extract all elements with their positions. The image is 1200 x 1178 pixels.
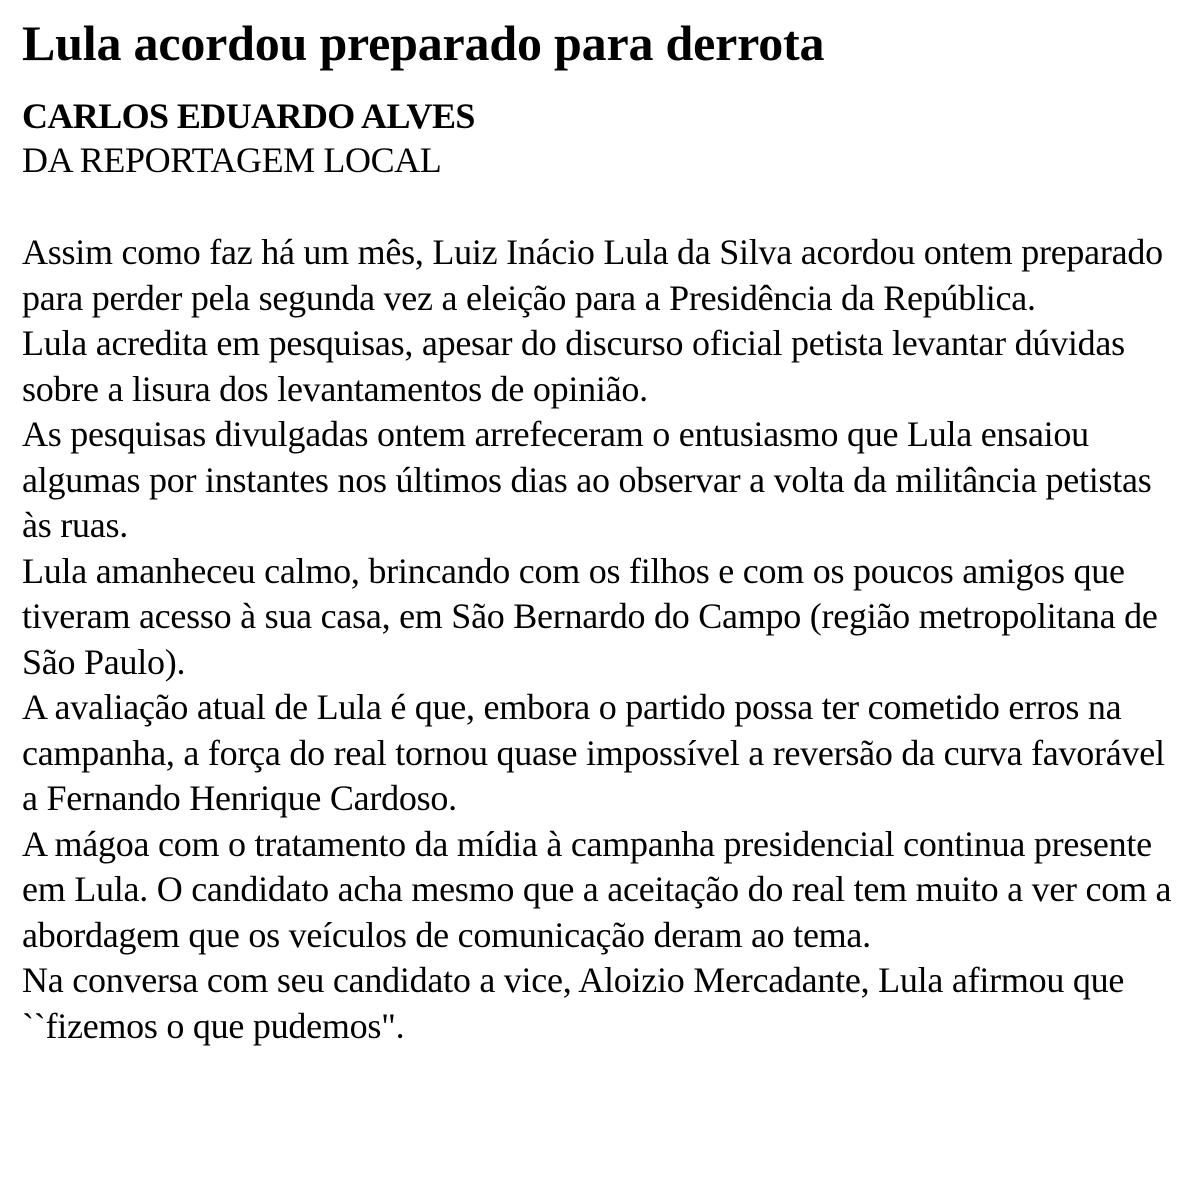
article-paragraph: Na conversa com seu candidato a vice, Aloizio Mercadante, Lula afirmou que ``fizemos o que pudemos". [22,960,1125,1046]
article-paragraph: As pesquisas divulgadas ontem arrefeceram o entusiasmo que Lula ensaiou algumas por instantes nos últimos dias ao observar a volta da militância petistas às ruas. [22,414,1152,545]
author-desk: DA REPORTAGEM LOCAL [22,140,442,180]
byline [22,94,1178,182]
article-paragraph: A avaliação atual de Lula é que, embora o partido possa ter cometido erros na campanha, a força do real tornou quase impossível a reversão da curva favorável a Fernando Henrique Cardoso. [22,687,1165,818]
article-page [0,14,1200,1049]
article-title: Lula acordou preparado para derrota [22,15,825,71]
article-paragraph: Lula acredita em pesquisas, apesar do discurso oficial petista levantar dúvidas sobre a lisura dos levantamentos de opinião. [22,323,1125,409]
article-paragraph: Assim como faz há um mês, Luiz Inácio Lula da Silva acordou ontem preparado para perder pela segunda vez a eleição para a Presidência da República. [22,232,1163,318]
article-body [22,230,1178,1049]
author-name: CARLOS EDUARDO ALVES [22,96,475,136]
article-paragraph: A mágoa com o tratamento da mídia à campanha presidencial continua presente em Lula. O candidato acha mesmo que a aceitação do real tem muito a ver com a abordagem que os veículos de comunicação deram ao tema. [22,823,1172,955]
article-paragraph: Lula amanheceu calmo, brincando com os filhos e com os poucos amigos que tiveram acesso à sua casa, em São Bernardo do Campo (região metropolitana de São Paulo). [22,550,1158,682]
